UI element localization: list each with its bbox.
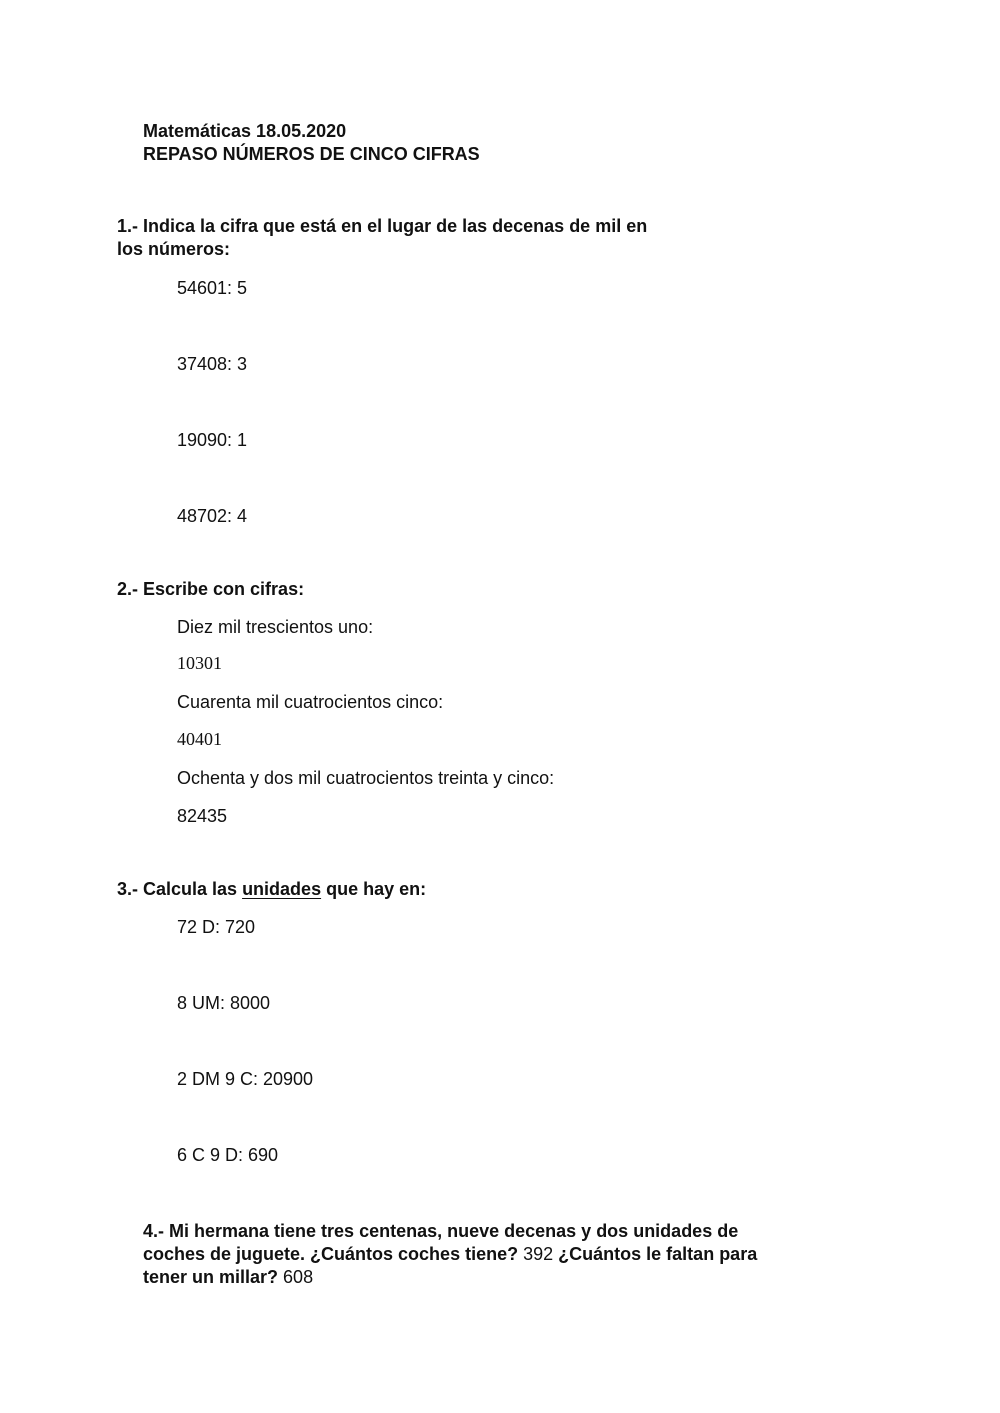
q2-answer: 40401 (177, 729, 222, 749)
q1-answer: 19090: 1 (177, 430, 248, 450)
q1-answer: 54601: 5 (177, 278, 248, 298)
question-4-answer-2: 608 (283, 1267, 314, 1287)
question-3-title (117, 878, 426, 901)
q2-prompt: Diez mil trescientos uno: (177, 617, 374, 637)
underlined-word: unidades (242, 879, 322, 899)
q1-answer: 48702: 4 (177, 506, 248, 526)
question-4-answer-1: 392 (523, 1244, 554, 1264)
question-1-title: 1.- Indica la cifra que está en el lugar de las decenas de mil en (117, 216, 648, 236)
q2-answer: 10301 (177, 653, 222, 673)
q3-answer: 72 D: 720 (177, 917, 256, 937)
q3-answer: 8 UM: 8000 (177, 993, 271, 1013)
question-4-line-2 (143, 1243, 757, 1266)
q3-answer: 2 DM 9 C: 20900 (177, 1069, 314, 1089)
question-4-line-1: 4.- Mi hermana tiene tres centenas, nueve decenas y dos unidades de (143, 1221, 739, 1241)
question-4-line-3 (143, 1266, 313, 1289)
question-4-question-2: ¿Cuántos le faltan para (558, 1244, 758, 1264)
question-2-title: 2.- Escribe con cifras: (117, 579, 305, 599)
page-title: Matemáticas 18.05.2020 (143, 121, 347, 141)
q2-answer: 82435 (177, 806, 228, 826)
question-4-question-1: coches de juguete. ¿Cuántos coches tiene? (143, 1244, 519, 1264)
question-3-title-end: que hay en: (321, 879, 427, 899)
page-subtitle: REPASO NÚMEROS DE CINCO CIFRAS (143, 144, 480, 164)
q3-answer: 6 C 9 D: 690 (177, 1145, 279, 1165)
question-3-title-start: 3.- Calcula las (117, 879, 243, 899)
question-1-title-continued: los números: (117, 239, 231, 259)
q2-prompt: Cuarenta mil cuatrocientos cinco: (177, 692, 444, 712)
q2-prompt: Ochenta y dos mil cuatrocientos treinta y cinco: (177, 768, 555, 788)
question-4-question-2-end: tener un millar? (143, 1267, 279, 1287)
q1-answer: 37408: 3 (177, 354, 248, 374)
